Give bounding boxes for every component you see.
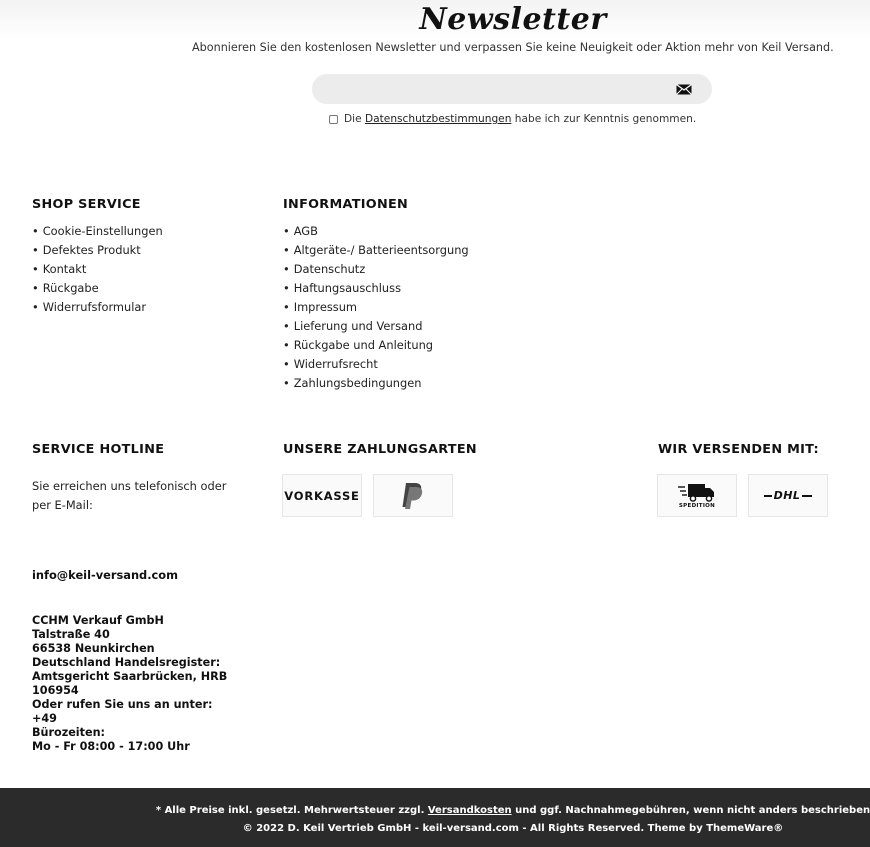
shop-service-link[interactable]: Widerrufsformular bbox=[42, 300, 147, 314]
shop-service-link[interactable]: Kontakt bbox=[42, 262, 87, 276]
list-item: • Datenschutz bbox=[283, 262, 366, 276]
info-link[interactable]: Haftungsauschluss bbox=[293, 281, 402, 295]
spedition-logo bbox=[657, 474, 737, 517]
vorkasse-label: VORKASSE bbox=[284, 488, 360, 503]
address-line: 66538 Neunkirchen bbox=[32, 642, 155, 655]
newsletter-form bbox=[312, 74, 712, 104]
address-line: Amtsgericht Saarbrücken, HRB bbox=[32, 670, 228, 683]
info-link[interactable]: Lieferung und Versand bbox=[293, 319, 423, 333]
list-item: • Haftungsauschluss bbox=[283, 281, 402, 295]
list-item: • Impressum bbox=[283, 300, 358, 314]
informationen-heading: INFORMATIONEN bbox=[283, 197, 409, 212]
footer-price-prefix: * Alle Preise inkl. gesetzl. Mehrwertsteuer zzgl. bbox=[155, 805, 425, 816]
address-line: Mo - Fr 08:00 - 17:00 Uhr bbox=[32, 740, 190, 753]
address-line: 106954 bbox=[32, 684, 79, 697]
footer-bar bbox=[0, 788, 870, 847]
footer-price-note bbox=[0, 805, 870, 816]
paypal-icon bbox=[400, 481, 426, 511]
info-link[interactable]: Zahlungsbedingungen bbox=[293, 376, 422, 390]
vorkasse-logo bbox=[282, 474, 362, 517]
list-item: • AGB bbox=[283, 224, 318, 238]
newsletter-section bbox=[0, 0, 870, 150]
footer-price-suffix: und ggf. Nachnahmegebühren, wenn nicht anders beschrieben bbox=[515, 805, 870, 816]
address-line: Oder rufen Sie uns an unter: +49 bbox=[32, 698, 213, 725]
newsletter-send-button[interactable] bbox=[656, 74, 712, 104]
company-address bbox=[32, 614, 232, 754]
shipping-costs-link[interactable]: Versandkosten bbox=[427, 805, 512, 816]
list-item: • Kontakt bbox=[32, 262, 87, 276]
newsletter-subtitle: Abonnieren Sie den kostenlosen Newsletter und verpassen Sie keine Neuigkeit oder Aktion mehr von Keil Versand. bbox=[192, 41, 834, 54]
payment-heading: UNSERE ZAHLUNGSARTEN bbox=[283, 442, 477, 457]
info-link[interactable]: Widerrufsrecht bbox=[293, 357, 378, 371]
newsletter-consent bbox=[329, 112, 696, 126]
consent-checkbox[interactable] bbox=[329, 115, 338, 124]
dhl-label: DHL bbox=[773, 489, 801, 502]
info-link[interactable]: AGB bbox=[293, 224, 318, 238]
shop-service-list bbox=[32, 222, 163, 317]
hotline-text: Sie erreichen uns telefonisch oder per E-Mail: bbox=[32, 479, 227, 512]
list-item: • Widerrufsformular bbox=[32, 300, 147, 314]
info-link[interactable]: Rückgabe und Anleitung bbox=[293, 338, 434, 352]
shop-service-link[interactable]: Rückgabe bbox=[42, 281, 99, 295]
paypal-logo bbox=[373, 474, 453, 517]
truck-icon bbox=[677, 482, 717, 502]
dhl-logo bbox=[748, 474, 828, 517]
informationen-list bbox=[283, 222, 469, 393]
list-item: • Altgeräte-/ Batterieentsorgung bbox=[283, 243, 469, 257]
service-hotline-heading: SERVICE HOTLINE bbox=[32, 442, 165, 457]
info-link[interactable]: Datenschutz bbox=[293, 262, 366, 276]
shop-service-heading: SHOP SERVICE bbox=[32, 197, 141, 212]
newsletter-title: Newsletter bbox=[419, 2, 607, 37]
info-link[interactable]: Impressum bbox=[293, 300, 358, 314]
footer-copyright: © 2022 D. Keil Vertrieb GmbH - keil-versand.com - All Rights Reserved. Theme by ThemeWare® bbox=[242, 823, 784, 834]
address-line: Talstraße 40 bbox=[32, 628, 110, 641]
newsletter-email-input[interactable] bbox=[328, 79, 648, 99]
list-item: • Defektes Produkt bbox=[32, 243, 141, 257]
privacy-policy-link[interactable]: Datenschutzbestimmungen bbox=[365, 113, 512, 125]
list-item: • Widerrufsrecht bbox=[283, 357, 378, 371]
contact-email[interactable]: info@keil-versand.com bbox=[32, 568, 178, 582]
address-line: Deutschland Handelsregister: bbox=[32, 656, 221, 669]
envelope-icon bbox=[676, 84, 692, 95]
list-item: • Cookie-Einstellungen bbox=[32, 224, 163, 238]
list-item: • Rückgabe bbox=[32, 281, 99, 295]
list-item: • Lieferung und Versand bbox=[283, 319, 423, 333]
shop-service-link[interactable]: Defektes Produkt bbox=[42, 243, 141, 257]
info-link[interactable]: Altgeräte-/ Batterieentsorgung bbox=[293, 243, 469, 257]
address-line: CCHM Verkauf GmbH bbox=[32, 614, 164, 627]
shop-service-link[interactable]: Cookie-Einstellungen bbox=[42, 224, 163, 238]
consent-prefix: Die bbox=[344, 113, 362, 125]
spedition-label: SPEDITION bbox=[678, 503, 716, 509]
list-item: • Zahlungsbedingungen bbox=[283, 376, 422, 390]
shipping-heading: WIR VERSENDEN MIT: bbox=[658, 442, 819, 457]
consent-suffix: habe ich zur Kenntnis genommen. bbox=[514, 113, 697, 125]
list-item: • Rückgabe und Anleitung bbox=[283, 338, 434, 352]
address-line: Bürozeiten: bbox=[32, 726, 106, 739]
